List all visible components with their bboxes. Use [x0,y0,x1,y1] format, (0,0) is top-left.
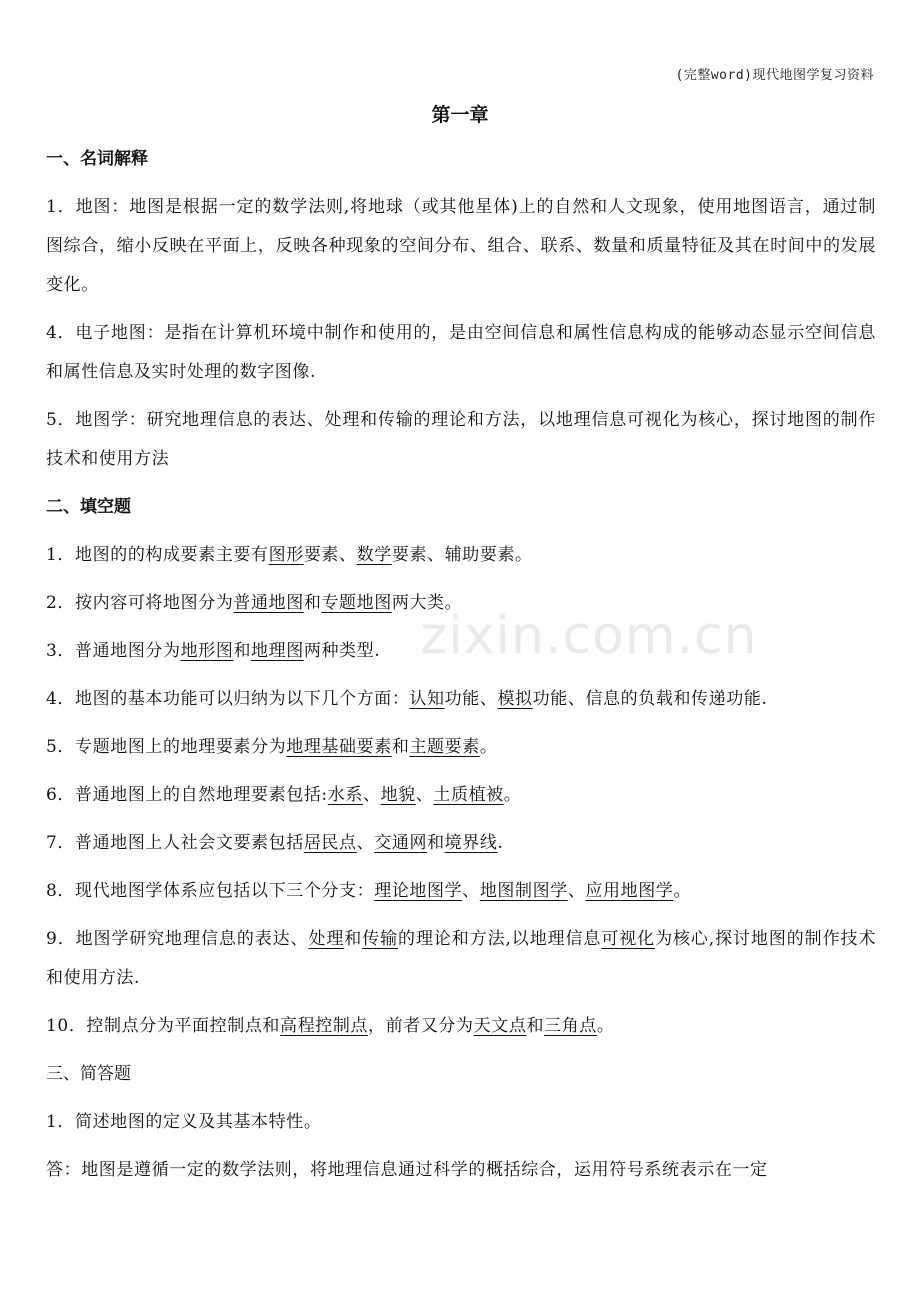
item-text: 功能、信息的负载和传递功能. [532,689,768,709]
watermark: zixin.com.cn [420,606,758,666]
item-text: 8．现代地图学体系应包括以下三个分支： [46,881,375,901]
fill-blank-item [46,776,876,815]
definition-item: 5．地图学：研究地理信息的表达、处理和传输的理论和方法，以地理信息可视化为核心，探讨地图的制作技术和使用方法 [46,410,876,469]
item-text: 和 [233,641,252,661]
item-text: 、 [362,785,381,805]
item-text: 两种类型. [303,641,381,661]
fill-blank-item [46,824,876,863]
section-heading-fill-blank: 二、填空题 [46,497,131,517]
item-text: 和 [303,593,322,613]
blank-answer: 专题地图 [321,593,392,613]
blank-answer: 可视化 [601,929,656,949]
blank-answer: 地形图 [180,641,234,661]
item-text: 要素、 [303,545,357,565]
blank-answer: 境界线 [444,833,498,853]
item-text: 、 [356,833,375,853]
item-text: 。 [596,1016,615,1036]
blank-answer: 地图制图学 [479,881,568,901]
item-text: 5．专题地图上的地理要素分为 [46,737,287,757]
blank-answer: 处理 [308,929,345,949]
item-text: 的理论和方法,以地理信息 [398,929,602,949]
item-text: 。 [479,737,498,757]
short-answer-question: 1．简述地图的定义及其基本特性。 [46,1112,322,1132]
blank-answer: 交通网 [374,833,428,853]
item-text: 。 [503,785,522,805]
blank-answer: 三角点 [544,1016,597,1036]
item-text: 7．普通地图上人社会文要素包括 [46,833,304,853]
section-heading-short-answer: 三、简答题 [46,1064,131,1084]
item-text: 、 [462,881,480,901]
blank-answer: 数学 [356,545,392,565]
blank-answer: 天文点 [473,1016,527,1036]
definition-item: 4．电子地图：是指在计算机环境中制作和使用的，是由空间信息和属性信息构成的能够动态显示空间信息和属性信息及实时处理的数字图像. [46,323,876,382]
blank-answer: 图形 [268,545,304,565]
item-text: 9．地图学研究地理信息的表达、 [46,929,309,949]
chapter-title: 第一章 [431,104,489,126]
blank-answer: 应用地图学 [585,881,674,901]
item-text: 要素、辅助要素。 [391,545,533,565]
blank-answer: 水系 [327,785,363,805]
document-body [46,140,876,1199]
blank-answer: 模拟 [497,689,533,709]
item-text: 10．控制点分为平面控制点和 [46,1016,281,1036]
definition-item: 1．地图：地图是根据一定的数学法则,将地球（或其他星体)上的自然和人文现象，使用地图语言，通过制图综合，缩小反映在平面上，反映各种现象的空间分布、组合、联系、数量和质量特征及其在时间中的发展变化。 [46,197,876,295]
item-text: 4．地图的基本功能可以归纳为以下几个方面： [46,689,410,709]
fill-blank-item [46,680,876,719]
blank-answer: 主题要素 [409,737,480,757]
blank-answer: 土质植被 [433,785,504,805]
fill-blank-item [46,728,876,767]
short-answer-text: 答：地图是遵循一定的数学法则，将地理信息通过科学的概括综合，运用符号系统表示在一定 [46,1160,768,1180]
blank-answer: 地理基础要素 [286,737,392,757]
fill-blank-item [46,920,876,998]
fill-blank-item [46,584,876,623]
blank-answer: 认知 [409,689,445,709]
item-text: 3．普通地图分为 [46,641,181,661]
blank-answer: 地貌 [380,785,416,805]
blank-answer: 普通地图 [233,593,304,613]
fill-blank-item [46,632,876,671]
item-text: 为核心,探讨地图的制作技术和使用方法. [46,929,876,988]
blank-answer: 传输 [362,929,399,949]
blank-answer: 理论地图学 [374,881,463,901]
item-text: . [497,833,504,853]
item-text: 2．按内容可将地图分为 [46,593,234,613]
fill-blank-item [46,1007,876,1046]
item-text: 功能、 [444,689,498,709]
section-heading-definitions: 一、名词解释 [46,149,148,169]
item-text: 和 [427,833,445,853]
blank-answer: 居民点 [303,833,357,853]
item-text: 、 [567,881,586,901]
item-text: 6．普通地图上的自然地理要素包括: [46,785,328,805]
item-text: ，前者又分为 [368,1016,474,1036]
fill-blank-list [46,536,876,1046]
item-text: 两大类。 [391,593,463,613]
item-text: 。 [673,881,692,901]
item-text: 和 [344,929,363,949]
item-text: 和 [526,1016,545,1036]
item-text: 1．地图的的构成要素主要有 [46,545,269,565]
item-text: 和 [391,737,410,757]
running-header: (完整word)现代地图学复习资料 [675,68,874,83]
item-text: 、 [415,785,434,805]
fill-blank-item [46,536,876,575]
fill-blank-item [46,872,876,911]
blank-answer: 地理图 [251,641,304,661]
blank-answer: 高程控制点 [280,1016,369,1036]
